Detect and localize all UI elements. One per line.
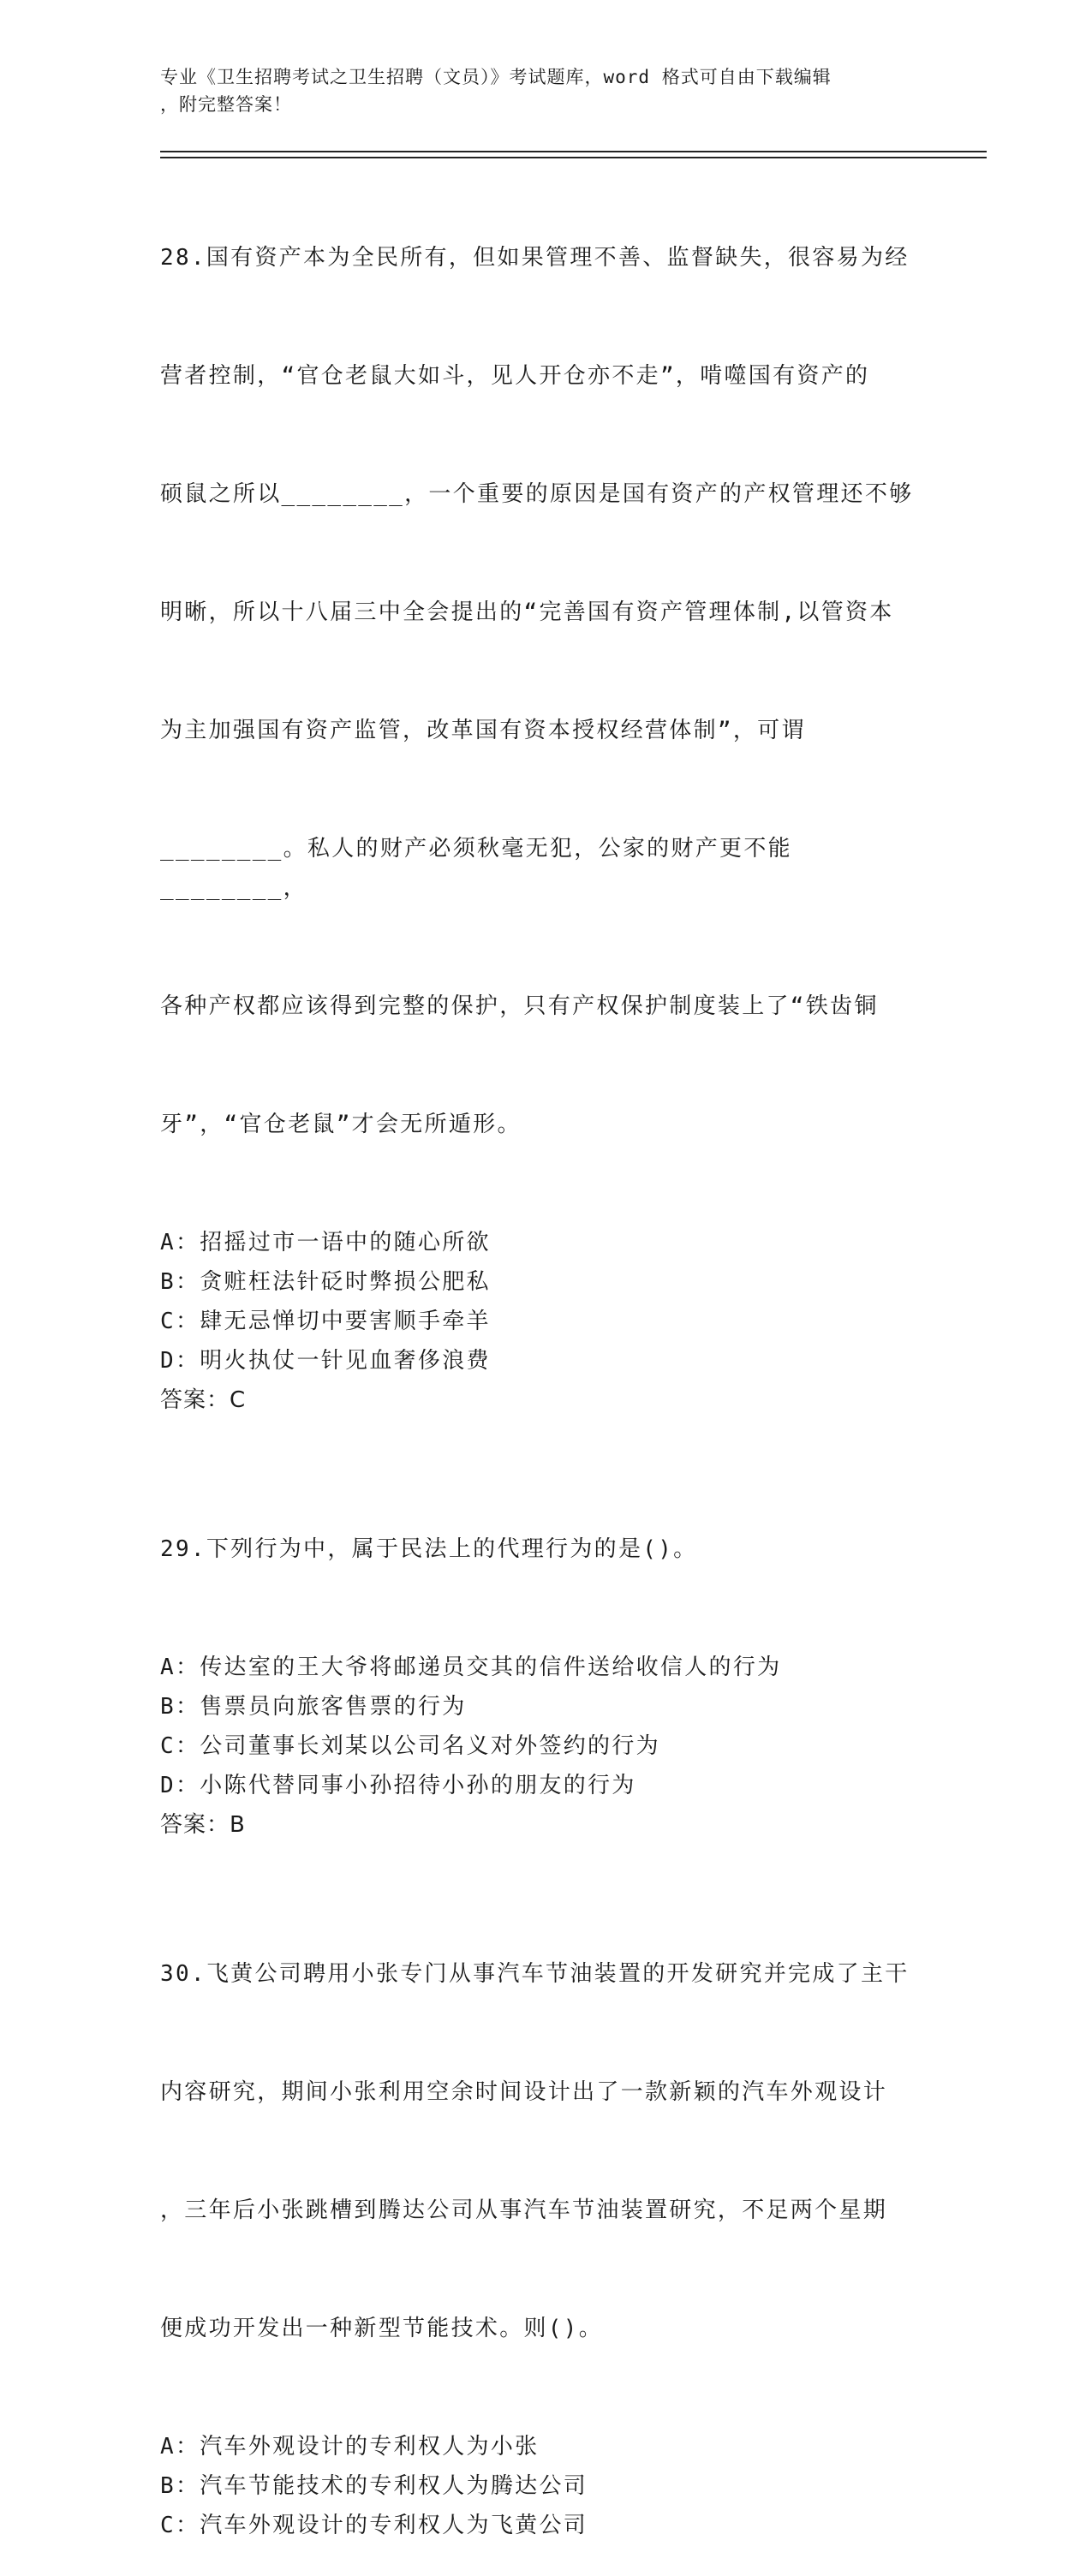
option-b: B：售票员向旅客售票的行为 <box>160 1694 467 1720</box>
question-line: 硕鼠之所以________，一个重要的原因是国有资产的产权管理还不够 <box>160 481 914 507</box>
question-28 <box>160 159 931 1420</box>
option-c: C：公司董事长刘某以公司名义对外签约的行为 <box>160 1733 660 1759</box>
answer-line: 答案：B <box>160 1812 246 1838</box>
header-divider-top <box>160 151 987 152</box>
question-line: 各种产权都应该得到完整的保护，只有产权保护制度装上了“铁齿铜 <box>160 993 879 1019</box>
question-text <box>160 159 931 1223</box>
question-line: 内容研究，期间小张利用空余时间设计出了一款新颖的汽车外观设计 <box>160 2079 888 2105</box>
option-c: C：肆无忌惮切中要害顺手牵羊 <box>160 1309 491 1334</box>
option-b: B：汽车节能技术的专利权人为腾达公司 <box>160 2473 588 2499</box>
question-line: 28.国有资产本为全民所有，但如果管理不善、监督缺失，很容易为经 <box>160 245 910 271</box>
header-line-2: ，附完整答案！ <box>160 94 292 115</box>
question-29 <box>160 1451 931 1845</box>
option-d: D：明火执仗一针见血奢侈浪费 <box>160 1348 491 1374</box>
question-list <box>160 159 931 2576</box>
header-line-1: 专业《卫生招聘考试之卫生招聘（文员）》考试题库，word 格式可自由下载编辑 <box>160 67 832 87</box>
answer-line: 答案：C <box>160 1387 247 1413</box>
question-line: 牙”，“官仓老鼠”才会无所遁形。 <box>160 1112 522 1137</box>
question-text <box>160 1451 931 1648</box>
question-line: 营者控制，“官仓老鼠大如斗，见人开仓亦不走”，啃噬国有资产的 <box>160 363 870 389</box>
option-a: A：招摇过市一语中的随心所欲 <box>160 1230 491 1255</box>
question-30 <box>160 1875 931 2545</box>
option-d: D：小陈代替同事小孙招待小孙的朋友的行为 <box>160 1773 636 1798</box>
option-b: B：贪赃枉法针砭时弊损公肥私 <box>160 1269 491 1295</box>
question-line: 明晰，所以十八届三中全会提出的“完善国有资产管理体制,以管资本 <box>160 599 894 625</box>
question-line: ________。私人的财产必须秋毫无犯，公家的财产更不能________， <box>160 836 792 901</box>
question-line: ，三年后小张跳槽到腾达公司从事汽车节油装置研究，不足两个星期 <box>160 2197 888 2223</box>
question-line: 30.飞黄公司聘用小张专门从事汽车节油装置的开发研究并完成了主干 <box>160 1961 910 1987</box>
question-text <box>160 1875 931 2427</box>
question-line: 29.下列行为中，属于民法上的代理行为的是()。 <box>160 1536 698 1562</box>
question-line: 便成功开发出一种新型节能技术。则()。 <box>160 2316 604 2341</box>
document-header <box>160 63 931 118</box>
option-a: A：汽车外观设计的专利权人为小张 <box>160 2434 540 2460</box>
option-a: A：传达室的王大爷将邮递员交其的信件送给收信人的行为 <box>160 1655 782 1680</box>
option-c: C：汽车外观设计的专利权人为飞黄公司 <box>160 2513 588 2538</box>
header-divider-bottom <box>160 157 987 158</box>
question-line: 为主加强国有资产监管，改革国有资本授权经营体制”，可谓 <box>160 718 806 743</box>
